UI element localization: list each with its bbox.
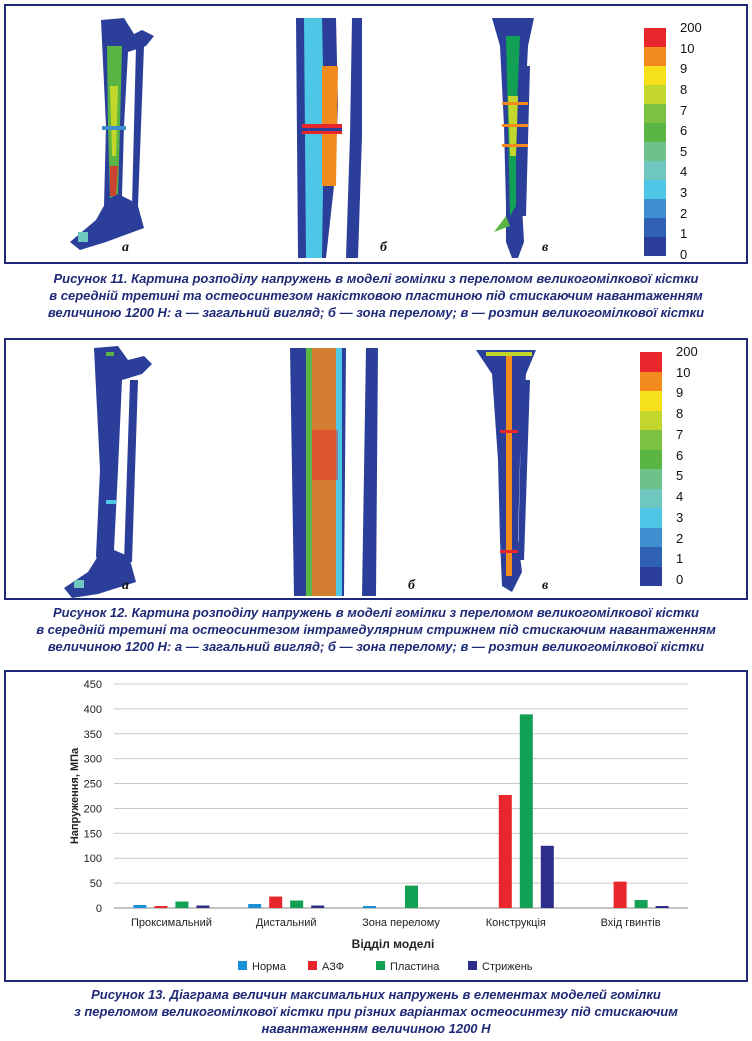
y-axis-label: Напруження, МПа [69,747,81,845]
bar-Стрижень [656,906,669,908]
x-tick-label: Проксимальний [130,917,212,929]
fig12-color-scale [640,344,730,588]
fig12-panel-label-c: в [542,578,549,593]
caption-line: з переломом великогомілкової кістки при різних варіантах остеосинтезу під стискаючим [74,1004,678,1019]
fig11-panel-label-a: а [122,240,129,255]
caption-line: величиною 1200 Н: а — загальний вигляд; б — зона перелому; в — розтин великогомілкової кістки [47,639,705,654]
scale-label: 10 [680,40,695,56]
bar-АЗФ [269,897,282,908]
scale-swatch [644,47,666,66]
scale-swatch [644,199,666,218]
legend-entry: Стрижень [482,961,533,973]
scale-label: 4 [680,164,688,180]
scale-label: 2 [680,205,688,221]
scale-swatch [640,411,662,431]
fig12-panel-a-leg [64,346,152,598]
y-tick-label: 350 [83,728,102,741]
scale-swatch [644,123,666,142]
scale-label: 0 [680,247,688,262]
scale-swatch [644,104,666,123]
caption-line: Рисунок 13. Діаграма величин максимальних напружень в елементах моделей гомілки [91,987,661,1002]
fig11-panel-c-section [492,18,534,258]
scale-label: 6 [680,123,688,139]
scale-label: 5 [680,143,688,159]
bar-Норма [363,906,376,908]
y-tick-label: 0 [95,903,102,915]
bar-Пластина [520,714,533,908]
bar-Норма [248,904,261,908]
figure-12-caption [4,604,748,655]
fig11-panel-a-leg [70,18,154,250]
bar-Пластина [175,902,188,908]
fig11-panel-b-fracture [296,18,362,258]
y-tick-label: 50 [89,878,102,891]
bar-АЗФ [154,906,167,908]
bar-Стрижень [311,906,324,908]
legend-swatch [376,961,385,970]
fig11-panel-label-c: в [542,240,549,255]
legend-swatch [238,961,247,970]
y-tick-label: 450 [83,679,102,691]
figure-12-images [6,340,746,598]
scale-label: 0 [676,572,684,587]
y-tick-label: 250 [83,778,102,791]
figure-11-frame [4,4,748,264]
legend-entry: Норма [252,961,286,973]
scale-label: 9 [680,61,688,77]
scale-label: 3 [680,185,688,201]
fig12-panel-label-b: б [408,578,415,593]
scale-label: 1 [676,551,684,567]
bar-Пластина [290,901,303,908]
legend-swatch [468,961,477,970]
scale-swatch [644,161,666,180]
bar-АЗФ [614,882,627,908]
scale-label: 7 [676,426,684,442]
y-tick-label: 300 [83,753,102,766]
scale-swatch [640,508,662,528]
bar-Норма [133,905,146,908]
scale-swatch [640,391,662,411]
figure-13-caption [4,986,748,1037]
bar-АЗФ [499,795,512,908]
figure-12-frame [4,338,748,600]
y-tick-label: 150 [83,828,102,841]
fig12-panel-b-fracture [290,348,378,596]
scale-label: 200 [680,20,702,35]
legend-swatch [308,961,317,970]
scale-swatch [644,142,666,161]
scale-swatch [644,66,666,85]
scale-label: 5 [676,468,684,484]
figure-11-caption [4,270,748,321]
scale-label: 200 [676,344,698,359]
x-tick-label: Конструкція [485,917,546,929]
scale-swatch [640,430,662,450]
stress-bar-chart [6,672,746,980]
x-axis-label: Відділ моделі [351,937,435,951]
caption-line: в середній третині та остеосинтезом інтрамедулярним стрижнем під стискаючим навантаженням [36,622,716,637]
scale-label: 9 [676,385,684,401]
bar-Пластина [405,886,418,908]
scale-label: 8 [680,81,688,97]
scale-swatch [640,567,662,587]
scale-swatch [640,528,662,548]
caption-line: Рисунок 11. Картина розподілу напружень в моделі гомілки з переломом великогомілкової кістки [53,271,699,286]
scale-swatch [640,372,662,392]
fig11-color-scale [644,20,734,262]
x-tick-label: Зона перелому [362,917,440,929]
y-tick-label: 200 [83,803,102,816]
scale-label: 1 [680,226,688,242]
caption-line: Рисунок 12. Картина розподілу напружень в моделі гомілки з переломом великогомілкової кістки [53,605,699,620]
scale-swatch [640,450,662,470]
scale-swatch [644,180,666,199]
figure-11-images [6,6,746,262]
caption-line: в середній третині та остеосинтезом накістковою пластиною під стискаючим навантаженням [49,288,703,303]
scale-swatch [640,469,662,489]
fig11-panel-label-b: б [380,240,387,255]
y-tick-label: 100 [83,853,102,866]
scale-label: 8 [676,406,684,422]
scale-label: 3 [676,509,684,525]
scale-swatch [640,547,662,567]
scale-swatch [644,28,666,47]
scale-label: 6 [676,447,684,463]
fig12-panel-c-section [476,350,536,592]
legend-entry: Пластина [390,961,440,973]
caption-line: величиною 1200 Н: а — загальний вигляд; б — зона перелому; в — розтин великогомілкової кістки [47,305,705,320]
scale-swatch [644,237,666,256]
scale-label: 7 [680,102,688,118]
legend-entry: АЗФ [322,961,345,973]
scale-swatch [640,352,662,372]
figure-13-frame [4,670,748,982]
bar-Пластина [635,900,648,908]
fig12-panel-label-a: а [122,578,129,593]
y-tick-label: 400 [83,703,102,716]
scale-swatch [644,85,666,104]
scale-swatch [640,489,662,509]
caption-line: навантаженням величиною 1200 Н [261,1021,491,1036]
scale-swatch [644,218,666,237]
scale-label: 10 [676,364,691,380]
x-tick-label: Дистальний [255,917,317,929]
scale-label: 2 [676,530,684,546]
x-tick-label: Вхід гвинтів [600,917,661,929]
bar-Стрижень [541,846,554,908]
scale-label: 4 [676,489,684,505]
bar-Стрижень [196,906,209,908]
